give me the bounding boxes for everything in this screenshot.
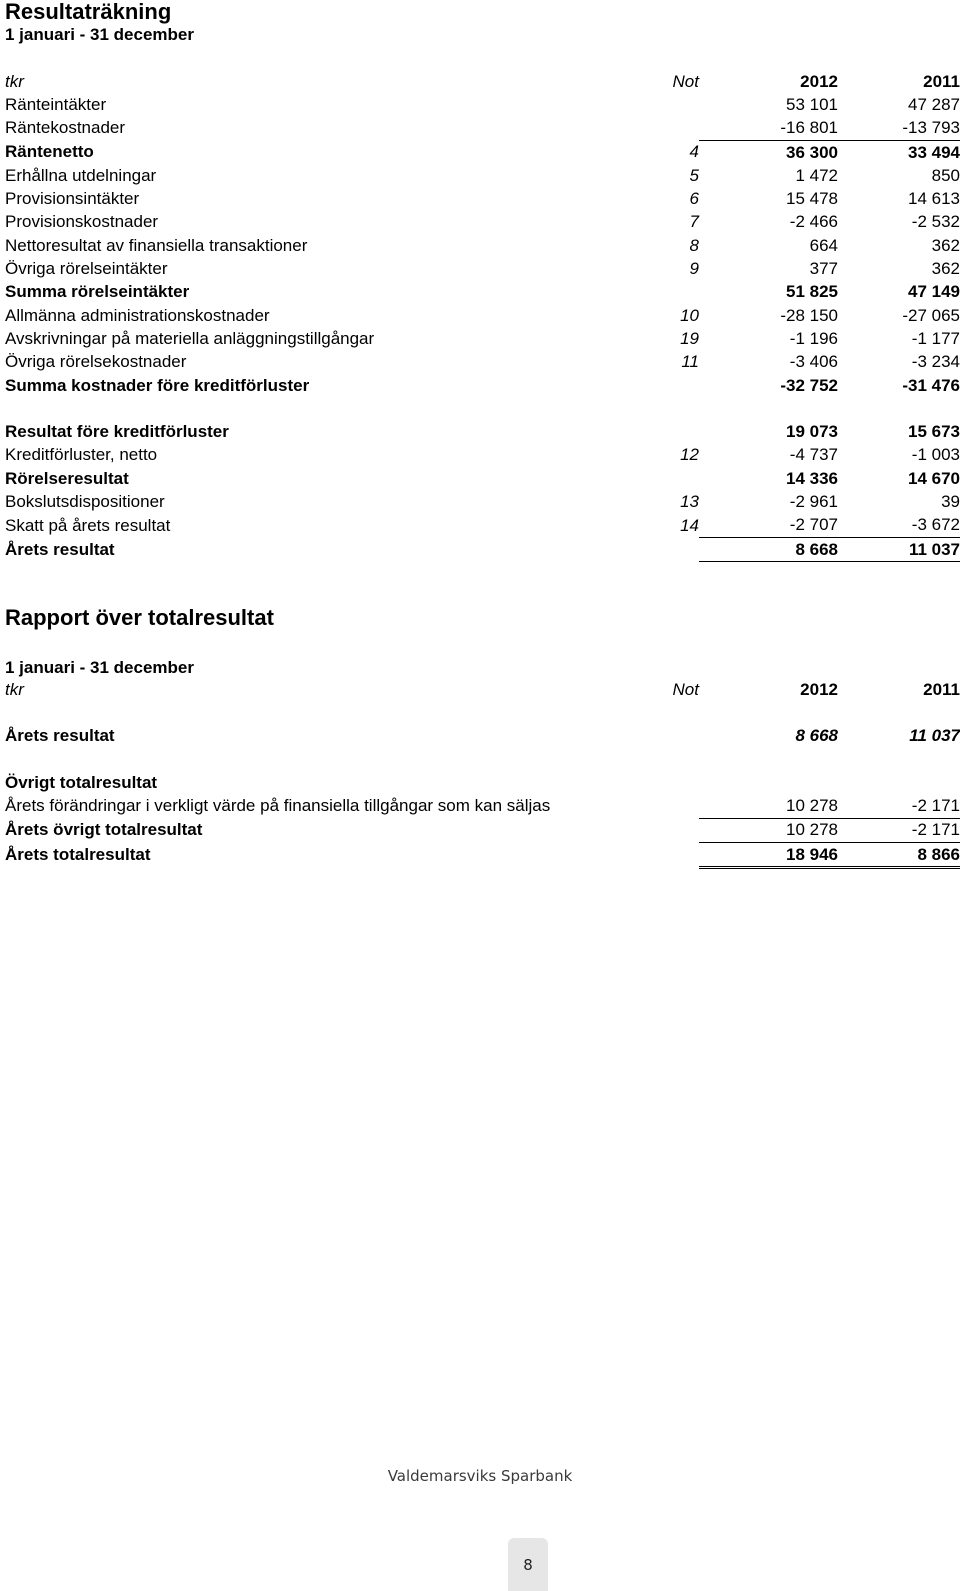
row-note — [625, 420, 699, 443]
row-note — [625, 771, 699, 794]
table-row — [0, 843, 960, 868]
table-header-row — [0, 678, 960, 701]
row-label: Resultat före kreditförluster — [5, 422, 229, 442]
header-year-2012: 2012 — [800, 679, 838, 699]
row-value-2011: 11 037 — [838, 537, 960, 561]
table-row — [0, 257, 960, 280]
spacer-row — [0, 701, 960, 724]
comprehensive-income-period: 1 januari - 31 december — [5, 658, 194, 677]
row-label: Övrigt totalresultat — [5, 772, 158, 792]
table-row — [0, 444, 960, 467]
row-note: 8 — [689, 235, 699, 255]
row-label: Bokslutsdispositioner — [5, 491, 165, 511]
table-row — [0, 211, 960, 234]
row-label: Nettoresultat av finansiella transaktioner — [5, 235, 308, 255]
row-note — [625, 725, 699, 748]
row-value-2012: -2 707 — [789, 515, 838, 535]
income-statement-title: Resultaträkning — [5, 0, 172, 24]
row-label: Ränteintäkter — [5, 94, 107, 114]
row-value-2012: 8 668 — [795, 726, 838, 746]
row-value-2012: 10 278 — [699, 818, 838, 842]
row-value-2011: -13 793 — [902, 118, 960, 138]
table-row — [0, 234, 960, 257]
row-label: Skatt på årets resultat — [5, 515, 171, 535]
row-value-2012 — [699, 771, 838, 794]
row-note — [625, 117, 699, 141]
row-value-2011: -3 672 — [911, 515, 960, 535]
row-note: 12 — [680, 445, 699, 465]
table-row — [0, 537, 960, 561]
row-value-2011: 362 — [931, 235, 960, 255]
header-note: Not — [672, 71, 699, 91]
row-note: 13 — [680, 491, 699, 511]
row-value-2011: 33 494 — [838, 140, 960, 164]
row-label: Kreditförluster, netto — [5, 445, 158, 465]
row-note — [625, 537, 699, 561]
table-row — [0, 467, 960, 490]
row-value-2012: -1 196 — [789, 328, 838, 348]
table-row — [0, 374, 960, 397]
header-unit: tkr — [5, 679, 24, 699]
table-row — [0, 304, 960, 327]
row-note: 4 — [689, 142, 699, 162]
row-note: 10 — [680, 305, 699, 325]
row-value-2011: 8 866 — [838, 843, 960, 868]
row-value-2011: -31 476 — [902, 375, 960, 395]
header-year-2011: 2011 — [923, 71, 960, 91]
income-statement-period: 1 januari - 31 december — [5, 25, 194, 44]
row-value-2012: 377 — [809, 259, 838, 279]
row-note — [625, 794, 699, 818]
row-value-2012: -4 737 — [789, 445, 838, 465]
row-note — [625, 281, 699, 304]
row-value-2012: 664 — [809, 235, 838, 255]
row-note: 6 — [689, 189, 699, 209]
row-label: Avskrivningar på materiella anläggningstillgångar — [5, 328, 375, 348]
table-row — [0, 140, 960, 164]
row-note — [625, 93, 699, 116]
row-value-2012: -32 752 — [780, 375, 838, 395]
comprehensive-income-title: Rapport över totalresultat — [5, 605, 274, 630]
table-row — [0, 818, 960, 842]
row-label: Summa rörelseintäkter — [5, 282, 190, 302]
row-label: Årets övrigt totalresultat — [5, 820, 203, 840]
row-value-2012: 15 478 — [786, 189, 838, 209]
row-label: Övriga rörelsekostnader — [5, 352, 187, 372]
row-note — [625, 818, 699, 842]
row-label: Årets resultat — [5, 539, 115, 559]
row-note: 11 — [681, 352, 699, 372]
table-row — [0, 93, 960, 116]
row-value-2011: -3 234 — [911, 352, 960, 372]
row-label: Rörelseresultat — [5, 468, 129, 488]
row-value-2012: -16 801 — [780, 118, 838, 138]
row-note: 9 — [689, 259, 699, 279]
row-label: Årets totalresultat — [5, 845, 151, 865]
table-row — [0, 164, 960, 187]
comprehensive-income-table — [0, 678, 960, 869]
row-value-2012: -28 150 — [780, 305, 838, 325]
row-label: Årets förändringar i verkligt värde på finansiella tillgångar som kan säljas — [5, 796, 551, 816]
row-value-2011 — [838, 771, 960, 794]
table-row — [0, 281, 960, 304]
table-row — [0, 725, 960, 748]
row-value-2012: -2 961 — [789, 491, 838, 511]
row-value-2012: 1 472 — [795, 165, 838, 185]
row-label: Räntekostnader — [5, 118, 126, 138]
row-label: Räntenetto — [5, 142, 94, 162]
row-value-2012: 36 300 — [699, 140, 838, 164]
row-label: Provisionsintäkter — [5, 189, 140, 209]
row-label: Övriga rörelseintäkter — [5, 259, 168, 279]
row-note: 7 — [689, 212, 699, 232]
table-row — [0, 117, 960, 141]
income-statement-table — [0, 70, 960, 562]
row-label: Erhållna utdelningar — [5, 165, 157, 185]
table-row — [0, 514, 960, 538]
row-value-2012: 18 946 — [699, 843, 838, 868]
row-value-2011: 362 — [931, 259, 960, 279]
row-value-2011: 15 673 — [908, 422, 960, 442]
row-value-2011: -1 177 — [911, 328, 960, 348]
row-value-2011: 850 — [931, 165, 960, 185]
row-value-2011: 14 670 — [908, 468, 960, 488]
row-value-2011: -2 171 — [911, 796, 960, 816]
row-value-2012: 53 101 — [786, 94, 838, 114]
row-label: Allmänna administrationskostnader — [5, 305, 270, 325]
row-label: Provisionskostnader — [5, 212, 159, 232]
row-value-2011: -1 003 — [911, 445, 960, 465]
row-value-2011: 39 — [941, 491, 960, 511]
row-value-2012: 14 336 — [786, 468, 838, 488]
row-value-2012: 51 825 — [786, 282, 838, 302]
row-value-2011: 14 613 — [908, 189, 960, 209]
table-row — [0, 327, 960, 350]
row-value-2012: -2 466 — [789, 212, 838, 232]
header-note: Not — [672, 679, 699, 699]
row-value-2011: -27 065 — [902, 305, 960, 325]
row-note: 19 — [680, 328, 699, 348]
page-number: 8 — [523, 1555, 533, 1574]
row-value-2012: 10 278 — [786, 796, 838, 816]
row-value-2012: 19 073 — [786, 422, 838, 442]
table-row — [0, 351, 960, 374]
table-header-row — [0, 70, 960, 93]
row-note — [625, 374, 699, 397]
row-value-2012: 8 668 — [699, 537, 838, 561]
row-label: Summa kostnader före kreditförluster — [5, 375, 310, 395]
table-row — [0, 490, 960, 513]
footer-bank-name: Valdemarsviks Sparbank — [387, 1467, 573, 1485]
row-note — [625, 843, 699, 868]
header-unit: tkr — [5, 71, 24, 91]
page-number-badge — [508, 1538, 548, 1591]
header-year-2011: 2011 — [923, 679, 960, 699]
row-value-2011: 47 287 — [908, 94, 960, 114]
row-note — [625, 467, 699, 490]
spacer-row — [0, 748, 960, 771]
row-value-2012: -3 406 — [789, 352, 838, 372]
row-value-2011: -2 171 — [838, 818, 960, 842]
row-value-2011: 11 037 — [909, 726, 960, 746]
header-year-2012: 2012 — [800, 71, 838, 91]
row-value-2011: -2 532 — [911, 212, 960, 232]
spacer-row — [0, 397, 960, 420]
table-row — [0, 771, 960, 794]
row-value-2011: 47 149 — [908, 282, 960, 302]
table-row — [0, 187, 960, 210]
row-note: 5 — [689, 165, 699, 185]
row-note: 14 — [680, 515, 699, 535]
table-row — [0, 794, 960, 818]
row-label: Årets resultat — [5, 726, 115, 746]
table-row — [0, 420, 960, 443]
